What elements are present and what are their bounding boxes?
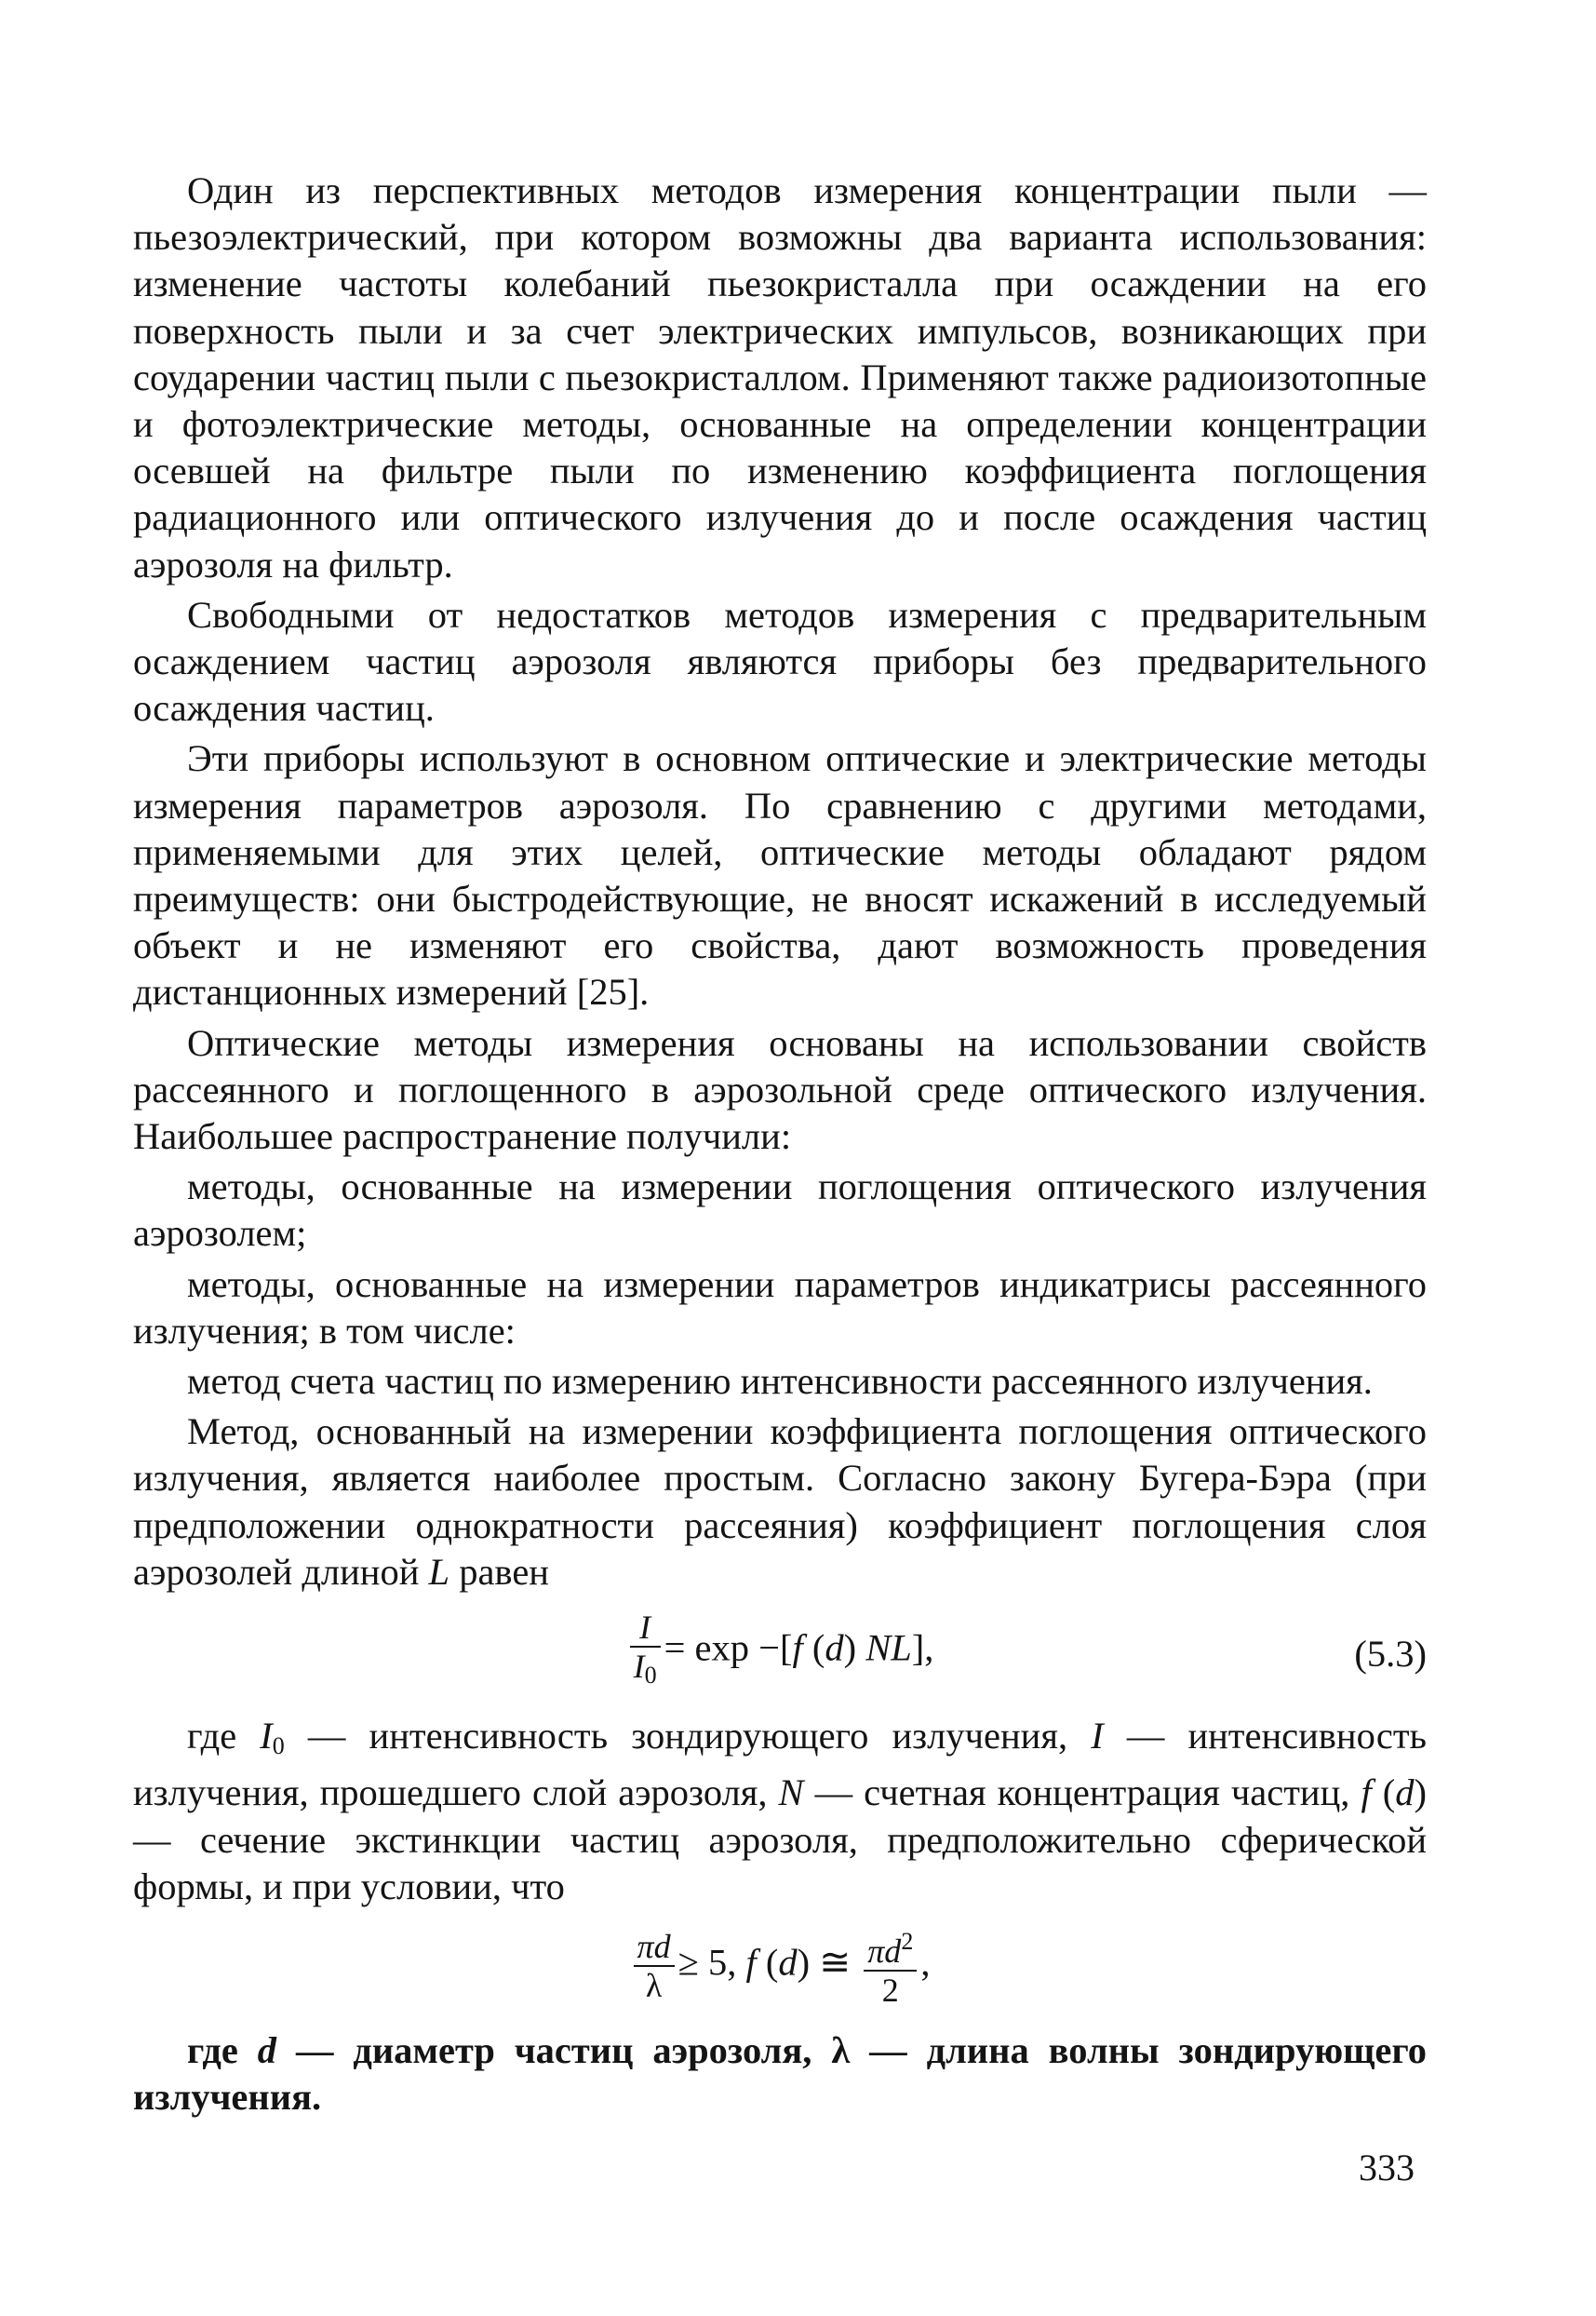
formula-body: $\frac{\pi d}{\lambda}$ ≥ 5, f (d) ≅ $\frac{\pi d^2}{2}$ , xyxy=(133,1923,1427,2009)
list-item: метод счета частиц по измерению интенсивности рассеянного излучения. xyxy=(187,1360,1373,1403)
paragraph-diameter-legend: где d — диаметр частиц аэрозоля, λ — длина волны зондирующего излучения. xyxy=(133,2028,1427,2119)
paragraph-no-deposition: Свободными от недостатков методов измерения с предварительным осаждением частиц аэрозоля являются приборы без предварительного осаждения частиц. xyxy=(133,593,1427,730)
paragraph-piezo-methods: Один из перспективных методов измерения концентрации пыли — пьезоэлектрический, при котором возможны два варианта использования: изменение частоты колебаний пьезокристалла при осаждении на его поверхность пыли и за счет электрических импульсов, возникающих при соударении частиц пыли с пьезокристаллом. Применяют также радиоизотопные и фотоэлектрические методы, основанные на определении концентрации осевшей на фильтре пыли по изменению коэффициента поглощения радиационного или оптического излучения до и после осаждения частиц аэрозоля на фильтр. xyxy=(133,169,1427,586)
fraction-pi-d2-over-2: $\frac{\pi d^2}{2}$ xyxy=(864,1923,917,2009)
main-text xyxy=(133,168,1427,2124)
list-item: методы, основанные на измерении параметров индикатрисы рассеянного излучения; в том числе: xyxy=(133,1262,1427,1352)
formula-5-3 xyxy=(133,1609,1427,1698)
fraction-pi-d-over-lambda: $\frac{\pi d}{\lambda}$ xyxy=(634,1928,675,2004)
paragraph-optical-electrical: Эти приборы используют в основном оптические и электрические методы измерения параметров аэрозоля. По сравнению с другими методами, применяемыми для этих целей, оптические методы обладают рядом преимуществ: они быстродействующие, не вносят искажений в исследуемый объект и не изменяют его свойства, дают возможность проведения дистанционных измерений [25]. xyxy=(133,737,1427,1014)
fraction-i-over-i0: $\frac{I}{I_0}$ xyxy=(630,1609,661,1694)
page-number: 333 xyxy=(1359,2147,1415,2188)
list-item: методы, основанные на измерении поглощения оптического излучения аэрозолем; xyxy=(133,1165,1427,1255)
formula-condition xyxy=(133,1923,1427,2013)
paragraph-optical-basis: Оптические методы измерения основаны на использовании свойств рассеянного и поглощенного в аэрозольной среде оптического излучения. Наибольшее распространение получили: xyxy=(133,1021,1427,1158)
equation-number: (5.3) xyxy=(1354,1633,1427,1676)
paragraph-bouguer-beer: Метод, основанный на измерении коэффициента поглощения оптического излучения, является наиболее простым. Согласно закону Бугера-Бэра (при предположении однократности рассеяния) коэффициент поглощения слоя аэрозолей длиной L равен xyxy=(133,1410,1427,1593)
formula-body: $\frac{I}{I_0}$ = exp −[f (d) NL], xyxy=(133,1609,1427,1694)
paragraph-formula-legend: где $I_0$ — интенсивность зондирующего излучения, I — интенсивность излучения, прошедшего слой аэрозоля, N — счетная концентрация частиц, f (d) — сечение экстинкции частиц аэрозоля, предположительно сферической формы, и при условии, что xyxy=(133,1715,1427,1907)
